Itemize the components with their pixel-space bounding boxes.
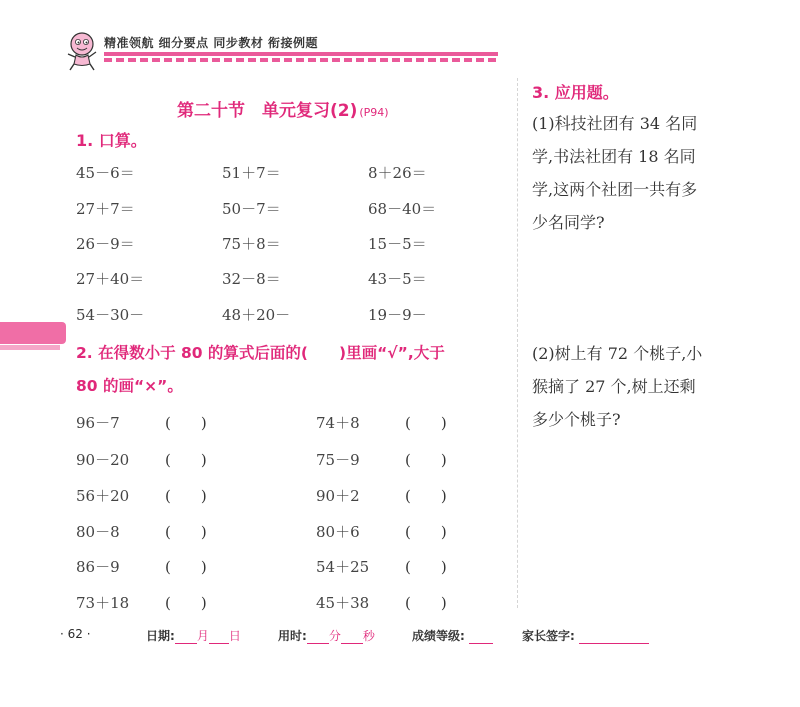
answer-blank[interactable]: ( ): [405, 414, 447, 432]
header-slogan: 精准领航 细分要点 同步教材 衔接例题: [104, 36, 319, 50]
page-reference: (P94): [359, 106, 389, 119]
answer-blank[interactable]: ( ): [165, 487, 207, 505]
compare-expr: 90＋2: [316, 487, 360, 505]
answer-blank[interactable]: ( ): [405, 523, 447, 541]
oral-calc-item: 54－30－: [76, 306, 145, 324]
day-blank[interactable]: [209, 631, 229, 644]
page-number: · 62 ·: [60, 627, 91, 641]
second-blank[interactable]: [341, 631, 363, 644]
compare-expr: 90－20: [76, 451, 130, 469]
mascot-icon: [62, 30, 104, 72]
compare-expr: 75－9: [316, 451, 360, 469]
answer-blank[interactable]: ( ): [405, 594, 447, 612]
answer-blank[interactable]: ( ): [165, 451, 207, 469]
answer-blank[interactable]: ( ): [405, 558, 447, 576]
problem2-line: (2)树上有 72 个桃子,小: [532, 344, 703, 363]
sign-label: 家长签字:: [522, 629, 575, 643]
oral-calc-item: 43－5＝: [368, 270, 427, 288]
section1-title: 1. 口算。: [76, 131, 147, 150]
month-unit: 月: [196, 629, 209, 643]
problem2-line: 多少个桃子?: [532, 410, 621, 429]
day-unit: 日: [228, 629, 241, 643]
compare-expr: 80－8: [76, 523, 120, 541]
sign-blank[interactable]: [579, 631, 649, 644]
problem1-line: 学,书法社团有 18 名同: [532, 147, 696, 166]
compare-expr: 56＋20: [76, 487, 130, 505]
compare-expr: 73＋18: [76, 594, 130, 612]
grade-field: [412, 627, 493, 644]
second-unit: 秒: [362, 629, 375, 643]
header-rule: [104, 52, 498, 62]
compare-expr: 86－9: [76, 558, 120, 576]
compare-expr: 45＋38: [316, 594, 370, 612]
answer-blank[interactable]: ( ): [165, 523, 207, 541]
grade-label: 成绩等级:: [412, 629, 465, 643]
compare-expr: 80＋6: [316, 523, 360, 541]
column-divider: [517, 78, 518, 608]
problem1-line: (1)科技社团有 34 名同: [532, 114, 698, 133]
side-tab-shadow: [0, 345, 60, 350]
month-blank[interactable]: [175, 631, 197, 644]
section2-title-line1: 2. 在得数小于 80 的算式后面的( )里画“√”,大于: [76, 344, 445, 362]
answer-blank[interactable]: ( ): [165, 414, 207, 432]
oral-calc-item: 19－9－: [368, 306, 427, 324]
oral-calc-item: 26－9＝: [76, 235, 135, 253]
oral-calc-item: 48＋20－: [222, 306, 291, 324]
oral-calc-item: 32－8＝: [222, 270, 281, 288]
problem1-line: 少名同学?: [532, 213, 605, 232]
date-label: 日期:: [146, 629, 175, 643]
oral-calc-item: 75＋8＝: [222, 235, 281, 253]
answer-blank[interactable]: ( ): [405, 487, 447, 505]
time-field: [278, 627, 375, 644]
oral-calc-item: 45－6＝: [76, 164, 135, 182]
grade-blank[interactable]: [469, 631, 493, 644]
page-title: [177, 96, 389, 121]
answer-blank[interactable]: ( ): [165, 558, 207, 576]
oral-calc-item: 27＋7＝: [76, 200, 135, 218]
answer-blank[interactable]: ( ): [165, 594, 207, 612]
compare-expr: 74＋8: [316, 414, 360, 432]
section3-title: 3. 应用题。: [532, 83, 619, 102]
oral-calc-item: 68－40＝: [368, 200, 437, 218]
answer-blank[interactable]: ( ): [405, 451, 447, 469]
oral-calc-item: 15－5＝: [368, 235, 427, 253]
oral-calc-item: 27＋40＝: [76, 270, 145, 288]
side-tab: [0, 322, 66, 344]
date-field: [146, 627, 241, 644]
problem1-line: 学,这两个社团一共有多: [532, 180, 698, 199]
minute-unit: 分: [328, 629, 341, 643]
section2-title-line2: 80 的画“×”。: [76, 377, 183, 395]
compare-expr: 96－7: [76, 414, 120, 432]
problem2-line: 猴摘了 27 个,树上还剩: [532, 377, 696, 396]
oral-calc-item: 50－7＝: [222, 200, 281, 218]
compare-expr: 54＋25: [316, 558, 370, 576]
oral-calc-item: 8＋26＝: [368, 164, 427, 182]
minute-blank[interactable]: [307, 631, 329, 644]
sign-field: [522, 627, 649, 644]
page-title-text: 第二十节 单元复习(2): [177, 101, 358, 121]
time-label: 用时:: [278, 629, 307, 643]
oral-calc-item: 51＋7＝: [222, 164, 281, 182]
